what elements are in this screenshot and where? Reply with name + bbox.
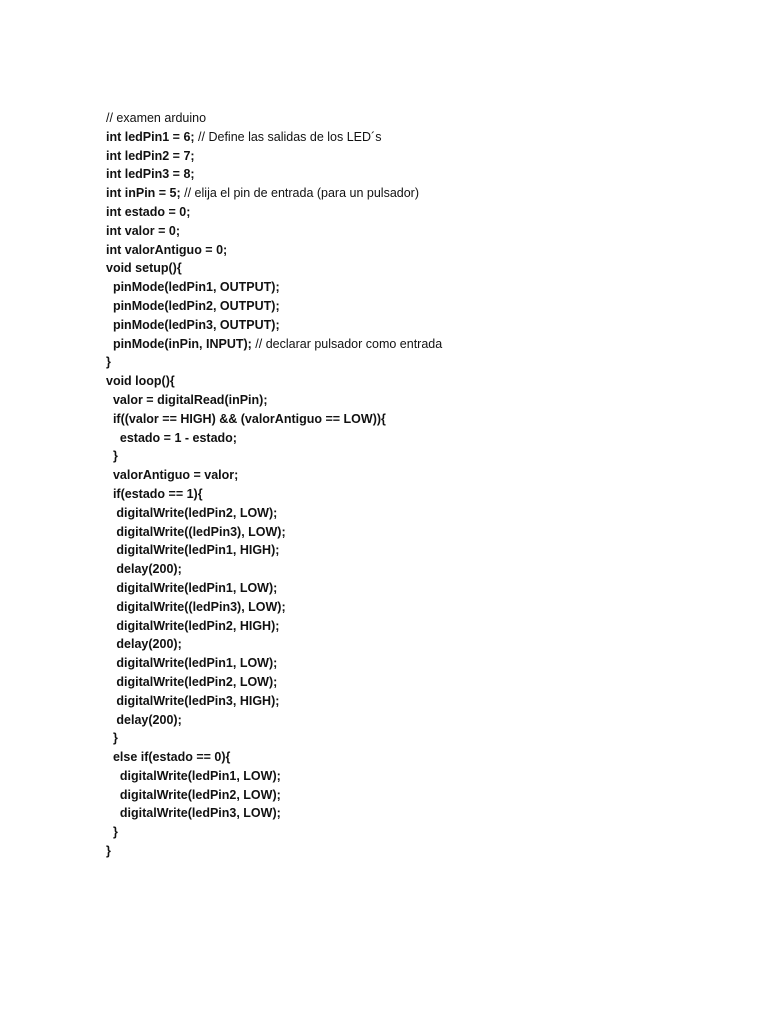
code-line-indent xyxy=(106,560,116,579)
code-line xyxy=(106,485,726,504)
code-statement: digitalWrite(ledPin2, LOW); xyxy=(119,787,281,802)
code-comment: // elija el pin de entrada (para un pulsador) xyxy=(184,186,420,201)
code-line xyxy=(106,711,726,730)
code-statement: pinMode(inPin, INPUT); xyxy=(112,336,256,351)
code-line xyxy=(106,767,726,786)
code-line-indent xyxy=(106,729,113,748)
code-statement: digitalWrite(ledPin2, HIGH); xyxy=(116,618,280,633)
code-line xyxy=(106,598,726,617)
code-line xyxy=(106,241,726,260)
code-statement: else if(estado == 0){ xyxy=(112,750,231,765)
code-line-indent xyxy=(106,767,120,786)
code-line-indent xyxy=(106,504,116,523)
code-line xyxy=(106,165,726,184)
code-line-indent xyxy=(106,711,116,730)
code-statement: digitalWrite((ledPin3), LOW); xyxy=(116,599,286,614)
code-line-indent xyxy=(106,335,113,354)
code-line xyxy=(106,203,726,222)
code-statement: delay(200); xyxy=(116,562,182,577)
code-line xyxy=(106,222,726,241)
code-statement: int valor = 0; xyxy=(106,223,180,238)
code-line xyxy=(106,804,726,823)
arduino-code-listing xyxy=(106,109,726,861)
code-line xyxy=(106,654,726,673)
code-statement: digitalWrite(ledPin3, LOW); xyxy=(119,806,281,821)
code-statement: digitalWrite((ledPin3), LOW); xyxy=(116,524,286,539)
code-statement: digitalWrite(ledPin1, LOW); xyxy=(119,768,281,783)
code-line-indent xyxy=(106,692,116,711)
code-statement: valor = digitalRead(inPin); xyxy=(112,392,268,407)
code-line xyxy=(106,692,726,711)
code-line-indent xyxy=(106,391,113,410)
code-statement: void loop(){ xyxy=(106,374,175,389)
code-line xyxy=(106,297,726,316)
code-line-indent xyxy=(106,579,116,598)
code-statement: if((valor == HIGH) && (valorAntiguo == LOW)){ xyxy=(112,411,386,426)
code-line-indent xyxy=(106,429,120,448)
code-line xyxy=(106,353,726,372)
code-statement: int ledPin2 = 7; xyxy=(106,148,195,163)
code-line-indent xyxy=(106,673,116,692)
code-statement: digitalWrite(ledPin2, LOW); xyxy=(116,674,278,689)
code-line xyxy=(106,786,726,805)
code-line xyxy=(106,842,726,861)
code-statement: digitalWrite(ledPin1, LOW); xyxy=(116,656,278,671)
code-statement: void setup(){ xyxy=(106,261,182,276)
code-statement: pinMode(ledPin1, OUTPUT); xyxy=(112,280,280,295)
code-line-indent xyxy=(106,823,113,842)
code-statement: digitalWrite(ledPin1, HIGH); xyxy=(116,543,280,558)
code-comment: // declarar pulsador como entrada xyxy=(255,336,443,351)
code-line xyxy=(106,823,726,842)
code-line xyxy=(106,673,726,692)
code-statement: digitalWrite(ledPin1, LOW); xyxy=(116,580,278,595)
code-line-indent xyxy=(106,523,116,542)
code-line-indent xyxy=(106,654,116,673)
code-line xyxy=(106,335,726,354)
code-line-indent xyxy=(106,635,116,654)
code-statement: delay(200); xyxy=(116,712,182,727)
code-line xyxy=(106,128,726,147)
code-statement: int ledPin1 = 6; xyxy=(106,129,199,144)
code-line xyxy=(106,372,726,391)
code-line-indent xyxy=(106,598,116,617)
code-line-indent xyxy=(106,804,120,823)
code-statement: estado = 1 - estado; xyxy=(119,430,237,445)
code-statement: int estado = 0; xyxy=(106,204,191,219)
code-line xyxy=(106,579,726,598)
code-line-indent xyxy=(106,541,116,560)
code-line xyxy=(106,560,726,579)
code-line xyxy=(106,635,726,654)
code-statement: } xyxy=(106,844,111,859)
code-statement: int valorAntiguo = 0; xyxy=(106,242,228,257)
code-line xyxy=(106,466,726,485)
code-statement: valorAntiguo = valor; xyxy=(112,468,239,483)
code-line xyxy=(106,748,726,767)
code-statement: } xyxy=(106,355,111,370)
code-line xyxy=(106,617,726,636)
code-line xyxy=(106,147,726,166)
code-line-indent xyxy=(106,748,113,767)
code-line-indent xyxy=(106,297,113,316)
code-line-indent xyxy=(106,447,113,466)
code-statement: pinMode(ledPin2, OUTPUT); xyxy=(112,298,280,313)
code-statement: } xyxy=(112,825,118,840)
code-statement: pinMode(ledPin3, OUTPUT); xyxy=(112,317,280,332)
code-statement: digitalWrite(ledPin3, HIGH); xyxy=(116,693,280,708)
code-line xyxy=(106,109,726,128)
code-line xyxy=(106,541,726,560)
code-comment: // examen arduino xyxy=(106,111,207,125)
code-statement: int inPin = 5; xyxy=(106,186,185,201)
code-line xyxy=(106,316,726,335)
code-line xyxy=(106,278,726,297)
code-line xyxy=(106,729,726,748)
code-statement: } xyxy=(112,731,118,746)
code-line xyxy=(106,410,726,429)
code-line-indent xyxy=(106,466,113,485)
code-statement: int ledPin3 = 8; xyxy=(106,167,195,182)
code-line xyxy=(106,259,726,278)
code-line-indent xyxy=(106,617,116,636)
code-line-indent xyxy=(106,278,113,297)
code-comment: // Define las salidas de los LED´s xyxy=(198,129,382,144)
code-statement: if(estado == 1){ xyxy=(112,486,203,501)
code-line xyxy=(106,447,726,466)
code-line xyxy=(106,391,726,410)
code-statement: digitalWrite(ledPin2, LOW); xyxy=(116,505,278,520)
code-line-indent xyxy=(106,485,113,504)
code-statement: } xyxy=(112,449,118,464)
code-line xyxy=(106,504,726,523)
code-line-indent xyxy=(106,786,120,805)
code-line xyxy=(106,184,726,203)
code-statement: delay(200); xyxy=(116,637,182,652)
code-line-indent xyxy=(106,316,113,335)
code-line xyxy=(106,523,726,542)
code-line-indent xyxy=(106,410,113,429)
code-line xyxy=(106,429,726,448)
